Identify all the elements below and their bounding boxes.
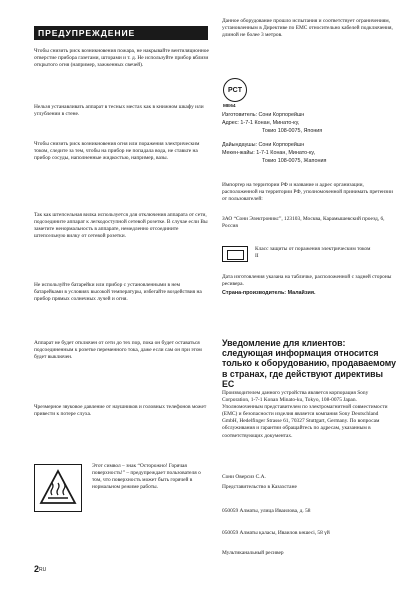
right-paragraph-emc: Данное оборудование прошло испытания и соответствует ограничениям, установленным в Директиве по ЕМС относительно кабелей подключения, длиной не более 3 метров. [222,18,393,39]
class-ii-symbol [222,246,248,262]
receiver-name: Мультиканальный ресивер [222,550,284,556]
certification-logo: PCT [223,78,247,102]
eu-notice-body: Производителем данного устройства является корпорация Sony Corporation, 1-7-1 Konan Minato-ku, Tokyo, 108-0075 Japan. Уполномоченным представителем по электромагнитной совместимости (EMC) и безопасности изделия является компания Sony Deutschland GmbH, Hedelfinger Strasse 61, 70327 Stuttgart, Germany. По вопросам обслуживания и гарантии обращайтесь по адресам, указанным в соответствующих документах. [222,390,388,439]
representative-line-1: Сони Оверсиз С.А. [222,474,266,480]
left-paragraph-3: Чтобы снизить риск возникновения огня или поражения электрическим током, следите за тем, чтобы на прибор не попадала вода, не ставьте на прибор сосуды, наполненные жидкостью, например, вазы. [34,141,200,162]
address-kz: 050059 Алматы қаласы, Иваилов көшесі, 58 үй [222,530,330,536]
manufacturer-ru-line-2: Адрес: 1-7-1 Конан, Минато-ку, [222,120,300,126]
importer-address: ЗАО “Сони Электроникс”, 123103, Москва, Карамышевский проезд, 6, Россия [222,216,385,230]
page-number [34,564,46,574]
class-ii-text: Класс защиты от поражения электрическим током II [255,246,371,260]
left-paragraph-7: Чрезмерное звуковое давление от наушников и головных телефонов может привести к потере слуха. [34,404,207,418]
address-ru: 050059 Алматы, улица Иваилова, д. 58 [222,508,311,514]
manufacturer-ru-line-1: Изготовитель: Сони Корпорейшн [222,112,305,118]
warning-heading: ПРЕДУПРЕЖДЕНИЕ [34,26,208,40]
manufacturer-kz-line-2: Мекен-жайы: 1-7-1 Конан, Минато-ку, [222,150,316,156]
left-paragraph-4: Так как штепсельная вилка используется для отключения аппарата от сети, подсоедините аппарат к легкодоступной сетевой розетке. В случае если Вы заметите ненормальность в аппарате, немедленно отсоедините штепсельную вилку от сетевой розетки. [34,212,208,240]
left-paragraph-5: Не используйте батарейки или прибор с установленными в нем батарейками в условиях высокой температуры, избегайте воздействия на прибор прямых солнечных лучей и огня. [34,282,202,303]
left-paragraph-1: Чтобы снизить риск возникновения пожара, не накрывайте вентиляционное отверстие прибора газетами, шторами и т. д. Не используйте прибор вблизи открытого огня (например, зажженных свечей). [34,48,209,69]
certification-code: ME64 [223,104,236,109]
representative-line-2: Представительство в Казахстане [222,484,297,490]
eu-notice-title: Уведомление для клиентов: следующая информация относится только к оборудованию, продаваемому в странах, где действуют директивы ЕС [222,338,396,389]
manufacturer-kz-line-1: Дайындаушы: Сони Корпорейшн [222,142,305,148]
manufacturer-ru-line-3: Токио 108-0075, Япония [262,128,323,134]
manufacturer-kz-line-3: Токио 108-0075, Жапония [262,158,327,164]
page-language: RU [39,567,47,573]
hot-surface-symbol [34,464,82,512]
date-note: Дата изготовления указана на табличке, расположенной с задней стороны ресивера. [222,274,392,288]
country-of-origin: Страна-производитель: Малайзия. [222,290,316,296]
hot-surface-note: Этот символ – знак “Осторожно! Горячая поверхность!” – предупреждает пользователя о том, что поверхность может быть горячей в нормальном режиме работы. [92,463,201,491]
importer-text: Импортер на территории РФ и название и адрес организации, расположенной на территории РФ, уполномоченной принимать претензии от пользователей: [222,182,393,203]
left-paragraph-6: Аппарат не будет отключен от сети до тех пор, пока он будет оставаться подсоединенным к розетке переменного тока, даже если сам он при этом будет выключен. [34,340,202,361]
left-paragraph-2: Нельзя устанавливать аппарат в тесных местах как в книжном шкафу или углублении в стене. [34,104,204,118]
page-number-value: 2 [34,564,40,574]
hot-surface-icon [38,468,78,508]
